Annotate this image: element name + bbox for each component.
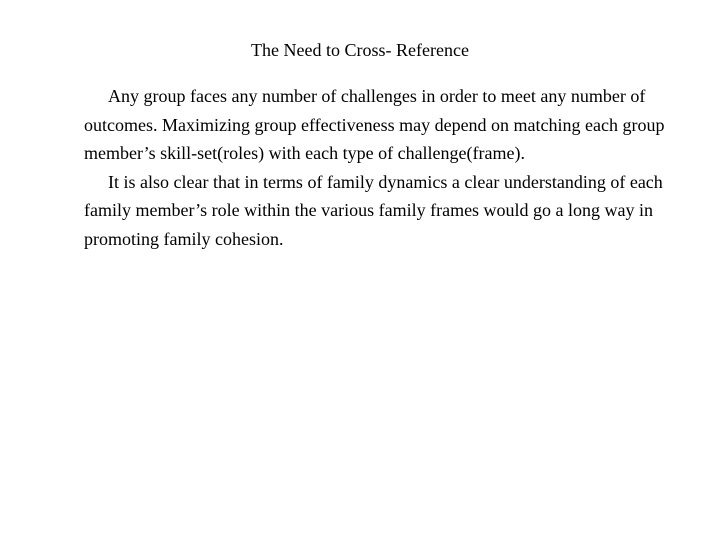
paragraph-group-challenges: Any group faces any number of challenges in order to meet any number of outcomes. Maximizing group effectiveness may depend on matching each group member’s skill-set(roles) with each type of challenge(frame). [84,86,665,163]
slide-title: The Need to Cross- Reference [251,40,469,60]
slide-body [84,82,684,253]
paragraph-family-dynamics: It is also clear that in terms of family dynamics a clear understanding of each family member’s role within the various family frames would go a long way in promoting family cohesion. [84,171,663,249]
